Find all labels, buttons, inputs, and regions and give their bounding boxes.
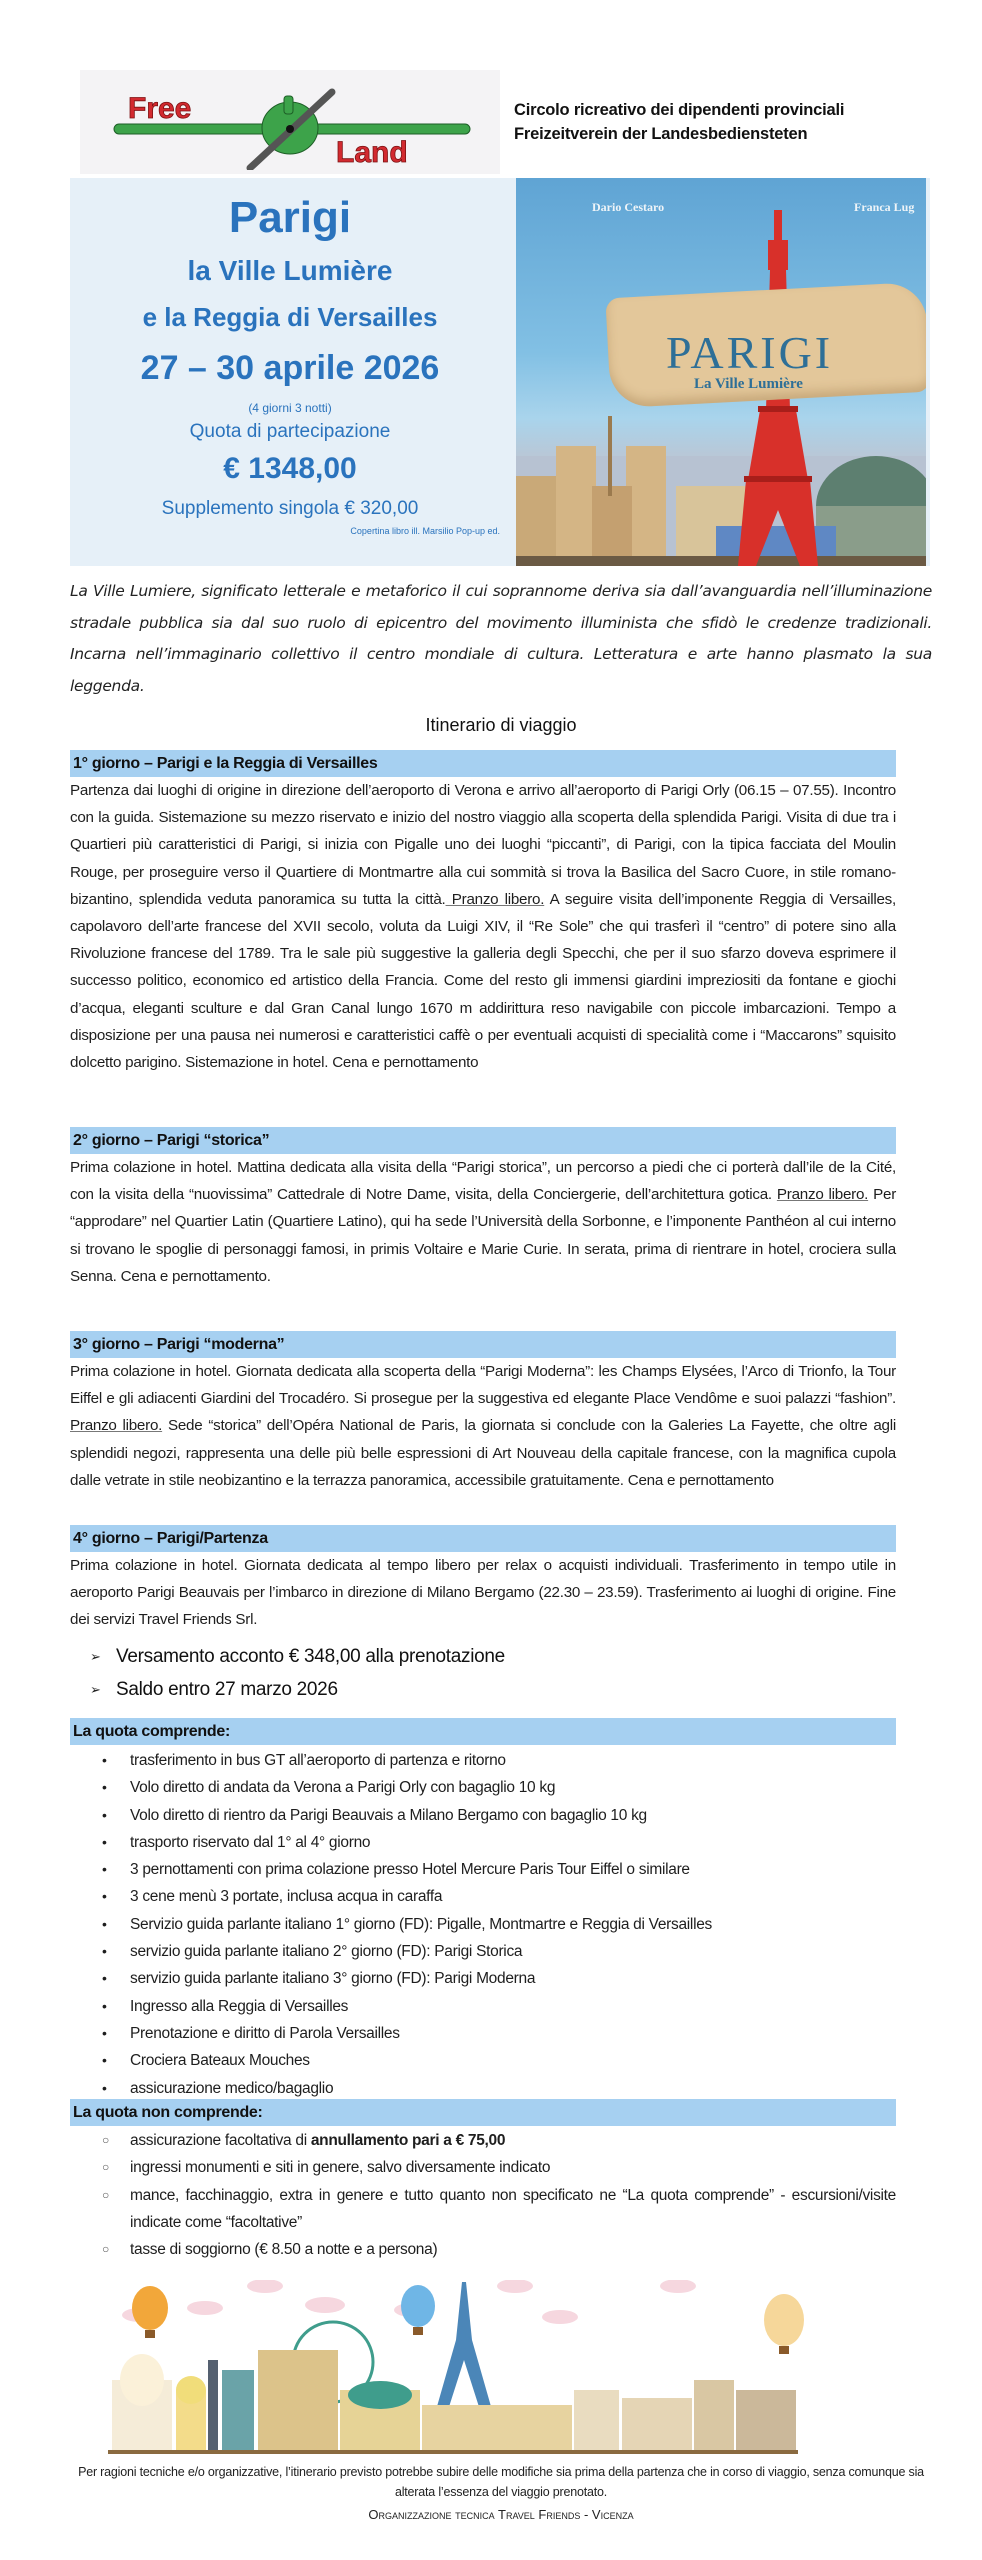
cover-subtitle: La Ville Lumière — [694, 376, 803, 392]
org-line-german: Freizeitverein der Landesbediensteten — [514, 125, 808, 143]
bullet-icon: • — [102, 1888, 107, 1905]
circle-bullet-icon: ○ — [102, 2242, 109, 2257]
list-item: • servizio guida parlante italiano 3° giorno (FD): Parigi Moderna — [70, 1965, 896, 1992]
bullet-icon: • — [102, 2024, 107, 2041]
circle-bullet-icon: ○ — [102, 2187, 109, 2202]
list-item: • Servizio guida parlante italiano 1° giorno (FD): Pigalle, Montmartre e Reggia di Versailles — [70, 1911, 896, 1938]
itinerary-title: Itinerario di viaggio — [425, 715, 577, 735]
trip-duration: (4 giorni 3 notti) — [248, 401, 332, 415]
trip-subtitle-2: e la Reggia di Versailles — [142, 302, 438, 332]
svg-text:Free: Free — [128, 92, 192, 125]
svg-text:Land: Land — [336, 136, 408, 169]
list-item: • Crociera Bateaux Mouches — [70, 2047, 896, 2074]
payment-item: ➢ Saldo entro 27 marzo 2026 — [90, 1673, 505, 1706]
included-header: La quota comprende: — [70, 1718, 896, 1745]
payment-item: ➢ Versamento acconto € 348,00 alla prenotazione — [90, 1640, 505, 1673]
trip-subtitle: la Ville Lumière — [187, 255, 393, 286]
org-line-italian: Circolo ricreativo dei dipendenti provinciali — [514, 101, 845, 119]
price-label: Quota di partecipazione — [189, 421, 391, 442]
list-item: • Prenotazione e diritto di Parola Versailles — [70, 2020, 896, 2047]
bullet-icon: • — [102, 2052, 107, 2069]
trip-dates: 27 – 30 aprile 2026 — [140, 349, 440, 387]
airplane-logo-icon — [100, 78, 480, 170]
list-item: • Volo diretto di andata da Verona a Parigi Orly con bagaglio 10 kg — [70, 1774, 896, 1801]
list-item: ○ mance, facchinaggio, extra in genere e tutto quanto non specificato ne “La quota comprende” - escursioni/visite indicate come “facoltative” — [70, 2182, 896, 2237]
list-item: • servizio guida parlante italiano 2° giorno (FD): Parigi Storica — [70, 1938, 896, 1965]
trip-title: Parigi — [228, 193, 352, 242]
list-item: ○ tasse di soggiorno (€ 8.50 a notte e a persona) — [70, 2236, 896, 2263]
day-4-description: Prima colazione in hotel. Giornata dedicata al tempo libero per relax o acquisti individuali. Trasferimento in tempo utile in aeroporto Parigi Beauvais per l’imbarco in direzione di Milano Bergamo (22.30 – 23.59). Trasferimento ai luoghi di origine. Fine dei servizi Travel Friends Srl. — [70, 1557, 896, 1629]
day-2-header: 2° giorno – Parigi “storica” — [70, 1127, 896, 1154]
lunch-note: Pranzo libero. — [776, 1186, 869, 1204]
arrow-bullet-icon: ➢ — [90, 1649, 101, 1664]
bullet-icon: • — [102, 2079, 107, 2096]
hero-section — [70, 178, 930, 566]
day-4-header: 4° giorno – Parigi/Partenza — [70, 1525, 896, 1552]
bullet-icon: • — [102, 1997, 107, 2014]
day-2-description: Prima colazione in hotel. Mattina dedicata alla visita della “Parigi storica”, un percorso a piedi che ci porterà dall’ile de la Cité, con la visita della “nuovissima” Cattedrale di Notre Dame, visita, della Conciergerie, dell’architettura gotica. Pranzo libero. Per “approdare” nel Quartier Latin (Quartiere Latino), qui ha sede l’Università della Sorbonne, e l’imponente Panthéon al cui interno si trovano le spoglie di personaggi famosi, in primis Voltaire e Marie Curie. In serata, prima di rientrare in hotel, crociera sulla Senna. Cena e pernottamento. — [70, 1159, 896, 1285]
bullet-icon: • — [102, 1833, 107, 1850]
arrow-bullet-icon: ➢ — [90, 1682, 101, 1697]
day-3-description: Prima colazione in hotel. Giornata dedicata alla scoperta della “Parigi Moderna”: les Champs Elysées, l’Arco di Trionfo, la Tour Eiffel e gli adiacenti Giardini del Trocadéro. Si prosegue per la suggestiva ed elegante Place Vendôme e suoi palazzi “fashion”. Pranzo libero. Sede “storica” dell’Opéra National de Paris, la giornata si conclude con la Galeries La Fayette, che oltre agli splendidi negozi, rappresenta una delle più belle espressioni di Art Nouveau della capitale francese, con la magnifica cupola dalle vetrate in stile neobizantino e la terrazza panoramica, accessibile gratuitamente. Cena e pernottamento — [70, 1363, 896, 1489]
cover-title: PARIGI — [666, 327, 834, 378]
cover-author-2: Franca Lug — [854, 200, 915, 214]
bullet-icon: • — [102, 1943, 107, 1960]
bullet-icon: • — [102, 1806, 107, 1823]
list-item: ○ ingressi monumenti e siti in genere, salvo diversamente indicato — [70, 2154, 896, 2181]
list-item: • 3 cene menù 3 portate, inclusa acqua in caraffa — [70, 1883, 896, 1910]
day-1-description: Partenza dai luoghi di origine in direzione dell’aeroporto di Verona e arrivo all’aeroporto di Parigi Orly (06.15 – 07.55). Incontro con la guida. Sistemazione su mezzo riservato e inizio del nostro viaggio alla scoperta della splendida Parigi. Visita di due tra i Quartieri più caratteristici di Parigi, si inizia con Pigalle uno dei luoghi “piccanti”, di Parigi, con la tipica facciata del Moulin Rouge, per proseguire verso il Quartiere di Montmartre alla cui sommità si trova la Basilica del Sacro Cuore, in stile romano-bizantino, splendida veduta panoramica su tutta la città. Pranzo libero. A seguire visita dell’imponente Reggia di Versailles, capolavoro dell’arte francese del XVII secolo, voluta da Luigi XIV, il “Re Sole” che qui trasferì il “centro” di potere sino alla Rivoluzione francese del 1789. Tra le sale più suggestive la galleria degli Specchi, che per il suo sfarzo doveva esprimere il successo politico, economico ed artistico della Francia. Come del resto gli immensi giardini impreziositi da fontane e giochi d’acqua, eleganti sculture e dal Gran Canal lungo 1670 m addirittura reso navigabile con piccole imbarcazioni. Tempo a disposizione per una pausa nei numerosi e caratteristici caffè o per eventuali acquisti di specialità come i “Maccarons” squisito dolcetto parigino. Sistemazione in hotel. Cena e pernottamento — [70, 782, 896, 1072]
list-item: • 3 pernottamenti con prima colazione presso Hotel Mercure Paris Tour Eiffel o similare — [70, 1856, 896, 1883]
paris-skyline-footer-illustration — [100, 2280, 900, 2460]
trip-price: € 1348,00 — [223, 452, 357, 485]
payment-terms — [90, 1640, 505, 1706]
circle-bullet-icon: ○ — [102, 2133, 109, 2147]
lunch-note: Pranzo libero. — [445, 890, 545, 908]
header — [80, 70, 940, 174]
organization-name — [514, 70, 844, 174]
bullet-icon: • — [102, 1915, 107, 1932]
list-item: • trasporto riservato dal 1° al 4° giorno — [70, 1829, 896, 1856]
trip-summary — [70, 178, 510, 566]
disclaimer-note: Per ragioni tecniche e/o organizzative, l’itinerario previsto potrebbe subire delle modifiche sia prima della partenza che in corso di viaggio, senza comunque sia alterata l’essenza del viaggio prenotato. — [78, 2465, 924, 2499]
lunch-note: Pranzo libero. — [70, 1417, 163, 1435]
paris-skyline-illustration — [516, 416, 926, 566]
intro-paragraph: La Ville Lumiere, significato letterale e metaforico il cui soprannome deriva sia dall’avanguardia nell’illuminazione stradale pubblica sia dal suo ruolo di epicentro del movimento illuminista che sfidò le credenze tradizionali. Incarna nell’immaginario collettivo il centro mondiale di cultura. Letteratura e arte hanno plasmato la sua leggenda. — [70, 582, 932, 695]
included-list — [70, 1747, 896, 2102]
cover-author-1: Dario Cestaro — [592, 200, 665, 214]
day-3-header: 3° giorno – Parigi “moderna” — [70, 1331, 896, 1358]
free-land-logo — [80, 70, 500, 174]
bullet-icon: • — [102, 1970, 107, 1987]
circle-bullet-icon: ○ — [102, 2160, 109, 2175]
technical-organizer: Organizzazione tecnica Travel Friends - Vicenza — [368, 2507, 634, 2522]
list-item: • Ingresso alla Reggia di Versailles — [70, 1993, 896, 2020]
list-item: ○ assicurazione facoltativa di annullamento pari a € 75,00 — [70, 2127, 896, 2154]
list-item: • assicurazione medico/bagaglio — [70, 2075, 896, 2102]
list-item: • Volo diretto di rientro da Parigi Beauvais a Milano Bergamo con bagaglio 10 kg — [70, 1802, 896, 1829]
image-credit: Copertina libro ill. Marsilio Pop-up ed. — [350, 526, 500, 536]
single-supplement: Supplemento singola € 320,00 — [161, 498, 419, 519]
bullet-icon: • — [102, 1779, 107, 1796]
bullet-icon: • — [102, 1861, 107, 1878]
book-cover-image — [516, 178, 926, 566]
bullet-icon: • — [102, 1752, 107, 1768]
day-1-header: 1° giorno – Parigi e la Reggia di Versailles — [70, 750, 896, 777]
excluded-header: La quota non comprende: — [70, 2099, 896, 2126]
list-item: • trasferimento in bus GT all’aeroporto di partenza e ritorno — [70, 1747, 896, 1774]
excluded-list — [70, 2127, 896, 2263]
